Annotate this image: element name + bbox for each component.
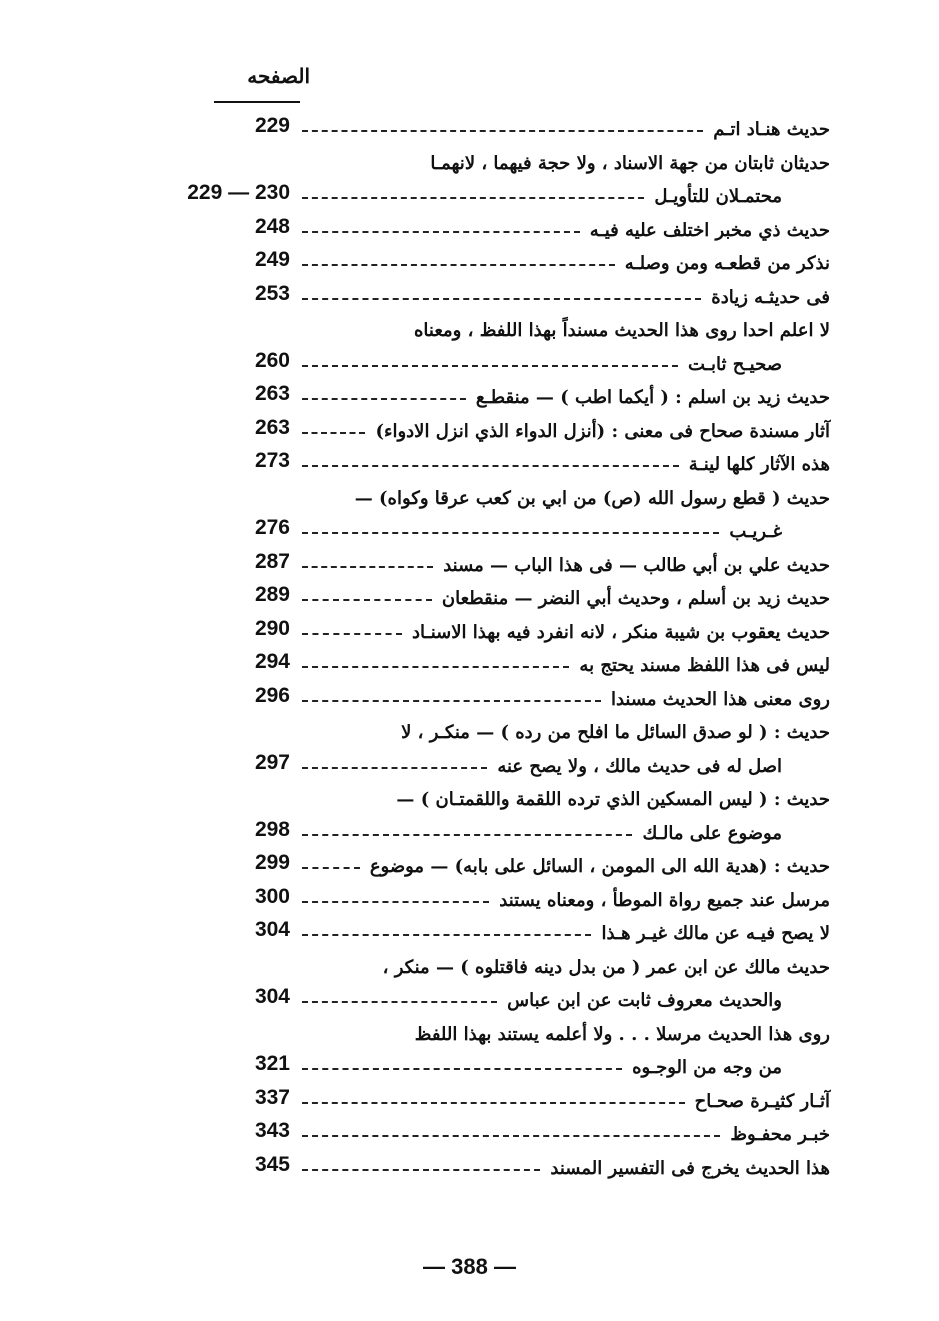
index-entry [160,549,830,583]
index-entry [160,649,830,683]
entry-text: محتمـلان للتأويـل [654,186,782,207]
index-entry [160,683,830,717]
entry-text: حديث هنـاد اتـم [713,119,830,140]
dot-leader [302,130,703,132]
entry-text: خبـر محفـوظ [730,1124,830,1145]
entry-page-number: 321 [254,1052,290,1075]
dot-leader [302,532,719,534]
index-entry [160,783,830,817]
entry-page-number: 287 [254,549,290,573]
entry-text: مرسل عند جميع رواة الموطأ ، ومعناه يستند [499,889,830,911]
page-column-header: الصفحه [247,64,310,88]
index-entry [160,1152,830,1186]
dot-leader [302,1102,685,1104]
index-entry [160,1051,830,1085]
dot-leader [302,633,402,635]
dot-leader [302,465,679,467]
entry-page-number: 249 [254,248,290,271]
index-entry [160,884,830,918]
index-entry [160,817,830,851]
entry-page-number: 304 [254,918,290,941]
entry-text: من وجه من الوجـوه [632,1057,782,1078]
index-entry [160,1085,830,1119]
entry-page-number: 229 — 230 [187,181,290,204]
entry-text: حديثان ثابتان من جهة الاسناد ، ولا حجة فيهما ، لانهمـا [430,152,830,174]
dot-leader [302,901,489,903]
dot-leader [302,1135,720,1137]
entry-text: آثار مسندة صحاح فى معنى : (أنزل الدواء الذي انزل الادواء) [375,420,830,442]
dot-leader [302,767,487,769]
index-entry [160,281,830,315]
dot-leader [302,398,466,400]
index-entry [160,716,830,750]
entry-text: حديث علي بن أبي طالب — فى هذا الباب — مسند [443,554,830,576]
entry-text: روى هذا الحديث مرسلا . . . ولا أعلمه يستند بهذا اللفظ [414,1023,830,1045]
index-entry [160,448,830,482]
dot-leader [302,666,569,668]
entry-page-number: 276 [254,516,290,539]
entry-text: هذا الحديث يخرج فى التفسير المسند [550,1157,830,1179]
entry-page-number: 248 [254,214,290,238]
entry-page-number: 299 [254,851,290,874]
index-entry [160,750,830,784]
entry-page-number: 260 [254,348,290,372]
index-entries [160,113,830,1185]
entry-page-number: 304 [254,985,290,1008]
dot-leader [302,298,701,300]
entry-text: حديث ذي مخبر اختلف عليه فيـه [589,219,830,241]
dot-leader [302,264,615,266]
index-entry [160,348,830,382]
entry-text: حديث مالك عن ابن عمر ( من بدل دينه فاقتلوه ) — منكر ، [382,956,830,978]
index-entry [160,247,830,281]
entry-text: حديث : ( لو صدق السائل ما افلح من رده ) — منكـر ، لا [401,722,830,743]
entry-page-number: 337 [254,1085,290,1109]
dot-leader [302,867,360,869]
entry-page-number: 290 [254,616,290,640]
dot-leader [302,365,678,367]
dot-leader [302,700,601,702]
entry-page-number: 298 [254,817,290,841]
index-entry [160,314,830,348]
entry-text: نذكر من قطعـه ومن وصلـه [624,253,830,274]
entry-text: موضوع على مالـك [642,822,782,844]
dot-leader [302,1001,497,1003]
dot-leader [302,834,632,836]
entry-text: روى معنى هذا الحديث مسندا [610,688,830,710]
dot-leader [302,1068,622,1070]
entry-page-number: 296 [254,683,290,707]
index-entry [160,951,830,985]
entry-page-number: 343 [254,1119,290,1142]
entry-page-number: 297 [254,750,290,774]
index-entry [160,415,830,449]
index-entry [160,616,830,650]
index-entry [160,582,830,616]
entry-page-number: 294 [254,650,290,673]
entry-text: والحديث معروف ثابت عن ابن عباس [507,990,782,1011]
dot-leader [302,566,433,568]
entry-page-number: 273 [254,449,290,472]
index-entry [160,850,830,884]
entry-text: حديث يعقوب بن شيبة منكر ، لانه انفرد فيه بهذا الاسنـاد [411,621,830,643]
entry-text: حديث : (هدية الله الى المومن ، السائل على بابه) — موضوع [369,856,830,877]
index-entry [160,113,830,147]
entry-text: غـريـب [729,521,782,542]
entry-page-number: 300 [254,884,290,908]
header-underline [214,101,300,103]
page-number: — 388 — [423,1254,516,1279]
entry-text: لا يصح فيـه عن مالك غيـر هـذا [601,923,830,944]
dot-leader [302,231,580,233]
entry-text: فى حديثـه زيادة [711,286,830,308]
dot-leader [302,432,365,434]
index-entry [160,180,830,214]
index-entry [160,1018,830,1052]
entry-text: اصل له فى حديث مالك ، ولا يصح عنه [497,755,782,777]
entry-text: ليس فى هذا اللفظ مسند يحتج به [579,655,830,676]
entry-text: حديث : ( ليس المسكين الذي ترده اللقمة واللقمتـان ) — [396,789,830,810]
entry-text: حديث ( قطع رسول الله (ص) من ابي بن كعب عرقا وكواه) — [354,487,830,509]
entry-text: صحيـح ثابـت [688,353,782,375]
index-entry [160,147,830,181]
index-entry [160,381,830,415]
entry-text: حديث زيد بن أسلم ، وحديث أبي النضر — منقطعان [441,588,830,609]
index-entry [160,482,830,516]
index-entry [160,984,830,1018]
entry-page-number: 263 [254,415,290,439]
entry-page-number: 263 [254,382,290,405]
entry-text: هذه الآثار كلها لينـة [688,454,830,475]
entry-text: آثـار كثيـرة صحـاح [694,1090,830,1112]
entry-text: لا اعلم احدا روى هذا الحديث مسنداً بهذا اللفظ ، ومعناه [414,320,830,341]
entry-page-number: 345 [254,1152,290,1176]
index-entry [160,917,830,951]
index-entry [160,214,830,248]
dot-leader [302,934,591,936]
entry-text: حديث زيد بن اسلم : ( أيكما اطب ) — منقطـع [475,387,830,408]
dot-leader [302,599,432,601]
index-entry [160,515,830,549]
dot-leader [302,1169,540,1171]
index-entry [160,1118,830,1152]
entry-page-number: 229 [254,114,290,137]
entry-page-number: 289 [254,583,290,606]
dot-leader [302,197,644,199]
entry-page-number: 253 [254,281,290,305]
